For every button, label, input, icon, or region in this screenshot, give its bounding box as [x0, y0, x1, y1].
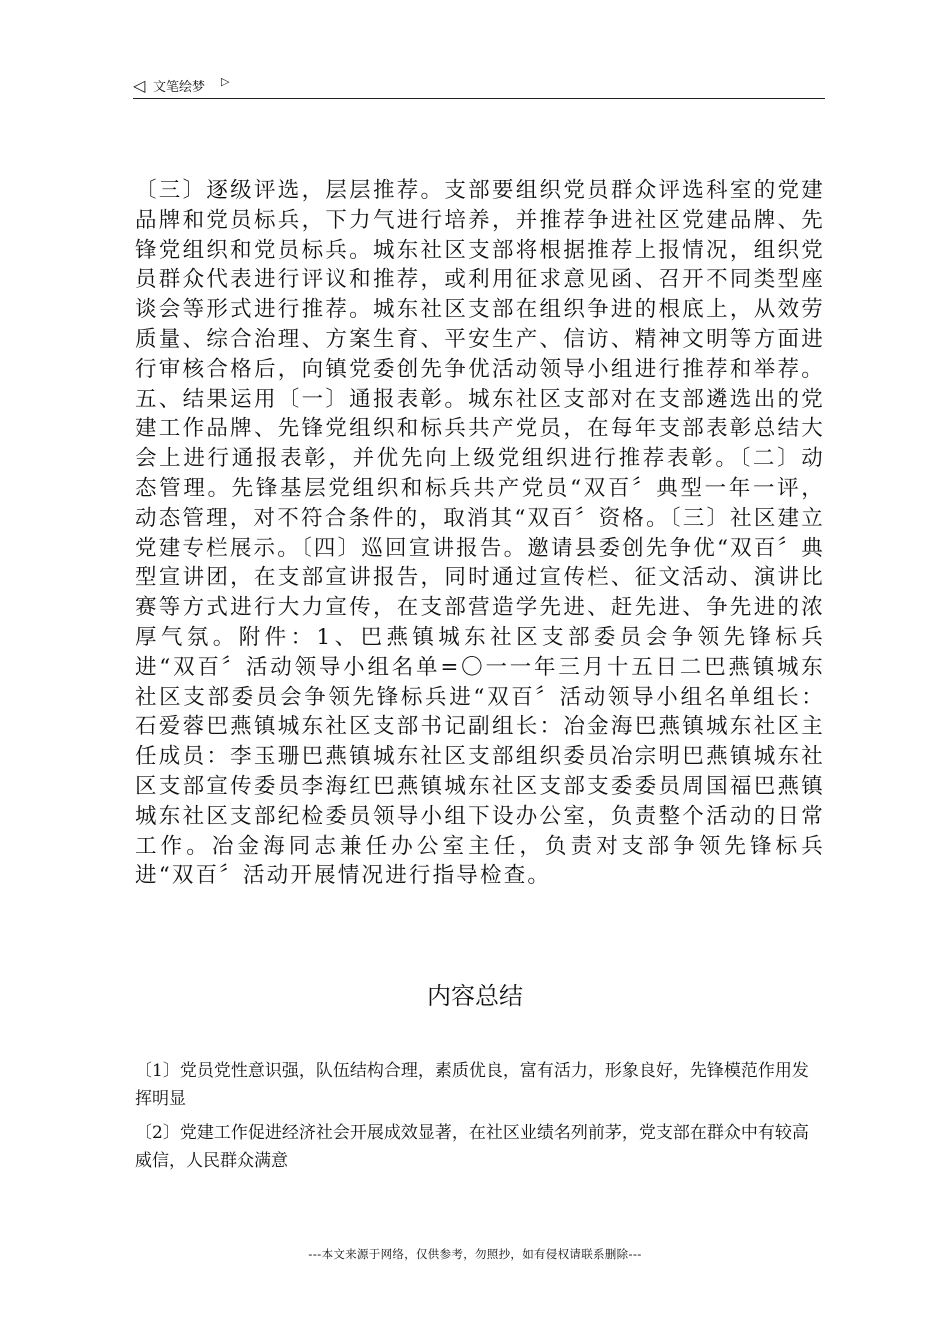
left-triangle-icon: ◁ [133, 76, 146, 95]
summary-item-2: 〔2〕党建工作促进经济社会开展成效显著，在社区业绩名列前茅，党支部在群众中有较高威信，人民群众满意 [135, 1123, 809, 1171]
body-paragraph: 〔三〕逐级评选，层层推荐。支部要组织党员群众评选科室的党建品牌和党员标兵，下力气进行培养，并推荐争进社区党建品牌、先锋党组织和党员标兵。城东社区支部将根据推荐上报情况，组织党员群众代表进行评议和推荐，或利用征求意见函、召开不同类型座谈会等形式进行推荐。城东社区支部在组织争进的根底上，从效劳质量、综合治理、方案生育、平安生产、信访、精神文明等方面进行审核合格后，向镇党委创先争优活动领导小组进行推荐和举荐。五、结果运用〔一〕通报表彰。城东社区支部对在支部遴选出的党建工作品牌、先锋党组织和标兵共产党员，在每年支部表彰总结大会上进行通报表彰，并优先向上级党组织进行推荐表彰。〔二〕动态管理。先锋基层党组织和标兵共产党员“双百〞典型一年一评，动态管理，对不符合条件的，取消其“双百〞资格。〔三〕社区建立党建专栏展示。〔四〕巡回宣讲报告。邀请县委创先争优“双百〞典型宣讲团，在支部宣讲报告，同时通过宣传栏、征文活动、演讲比赛等方式进行大力宣传，在支部营造学先进、赶先进、争先进的浓厚气氛。附件：1、巴燕镇城东社区支部委员会争领先锋标兵进“双百〞活动领导小组名单=〇一一年三月十五日二巴燕镇城东社区支部委员会争领先锋标兵进“双百〞活动领导小组名单组长：石爱蓉巴燕镇城东社区支部书记副组长：冶金海巴燕镇城东社区主任成员：李玉珊巴燕镇城东社区支部组织委员冶宗明巴燕镇城东社区支部宣传委员李海红巴燕镇城东社区支部支委委员周国福巴燕镇城东社区支部纪检委员领导小组下设办公室，负责整个活动的日常工作。冶金海同志兼任办公室主任，负责对支部争领先锋标兵进“双百〞活动开展情况进行指导检查。 [135, 178, 825, 889]
summary-title: 内容总结 [427, 982, 523, 1010]
page-header [133, 70, 825, 99]
header-brand: 文笔绘梦 [153, 80, 206, 95]
summary-item-1: 〔1〕党员党性意识强，队伍结构合理，素质优良，富有活力，形象良好，先锋模范作用发挥明显 [135, 1061, 809, 1109]
page-footer: ---本文来源于网络，仅供参考，勿照抄，如有侵权请联系删除--- [308, 1247, 642, 1261]
right-triangle-icon: ▷ [221, 75, 230, 88]
